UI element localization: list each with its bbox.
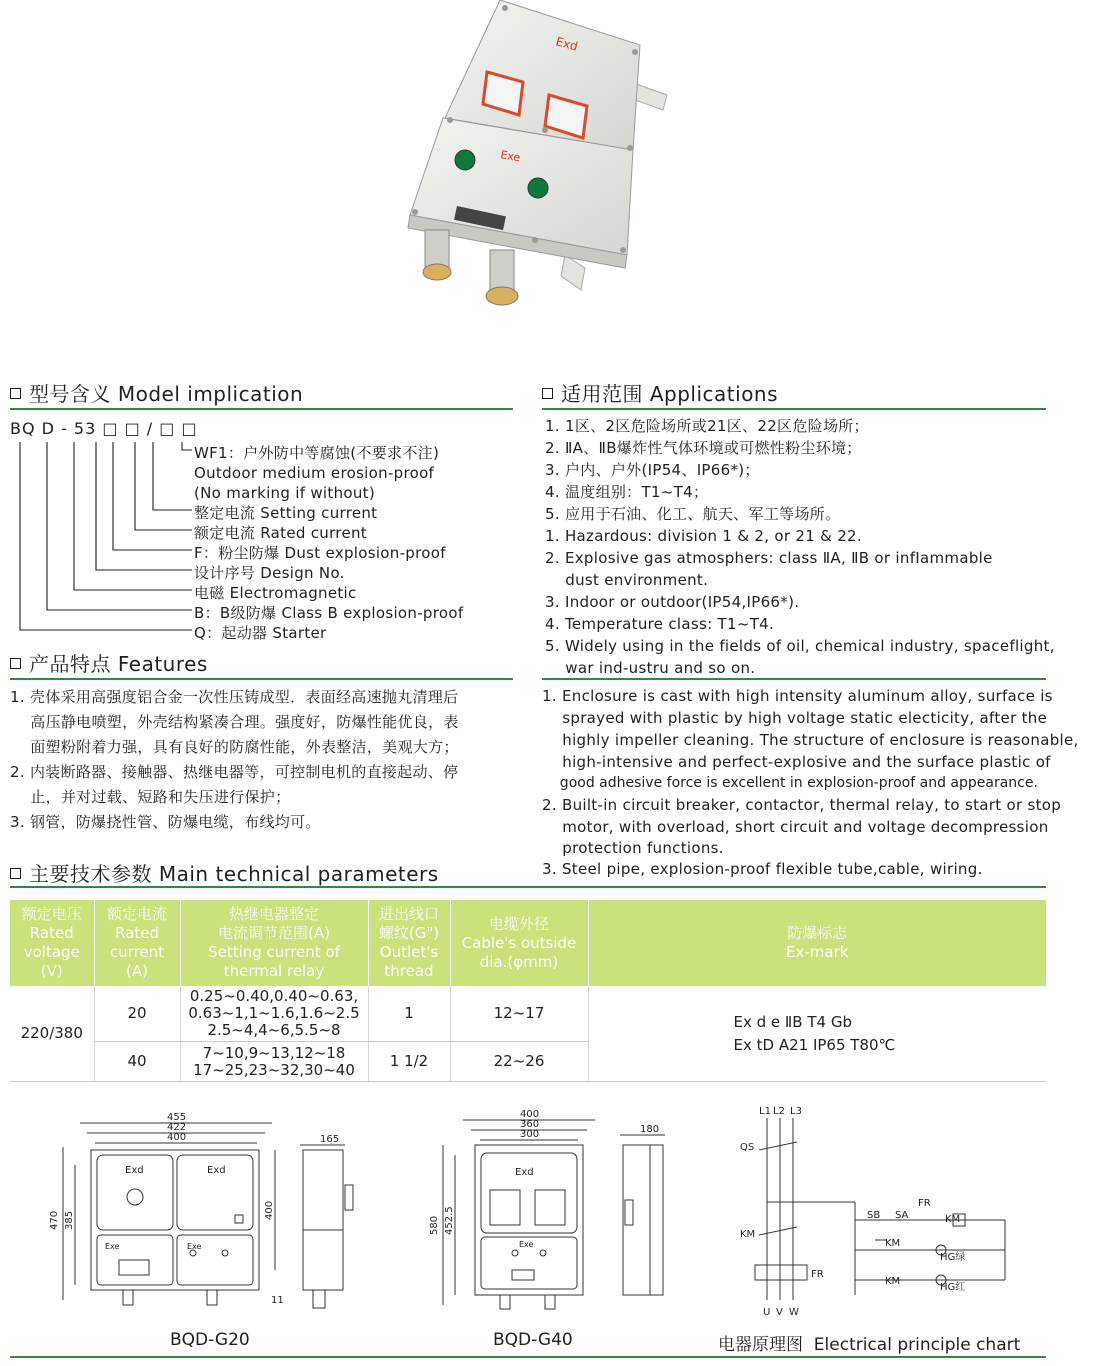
header-ex-mark: 防爆标志 Ex-mark xyxy=(588,900,1046,986)
params-section-rule xyxy=(10,886,1046,888)
dim-g40-400: 400 xyxy=(520,1109,540,1120)
dim-g40-180: 180 xyxy=(640,1124,660,1135)
application-line-2: 2. ⅡA、ⅡB爆炸性气体环境或可燃性粉尘环境； xyxy=(545,439,862,457)
cell-current: 40 xyxy=(94,1042,180,1082)
circuit-label-km3: KM xyxy=(885,1238,901,1249)
application-line-7: 2. Explosive gas atmosphers: class ⅡA, ⅡB or infIammable xyxy=(545,549,993,567)
model-line-10: Q：起动器 Starter xyxy=(194,624,327,642)
label-g40-exd: Exd xyxy=(515,1167,534,1178)
caption-bqd-g20: BQD-G20 xyxy=(170,1330,250,1350)
circuit-label-hg-red: HG红 xyxy=(940,1282,966,1293)
model-line-5: 额定电流 Rated current xyxy=(194,524,367,542)
dim-g20-455: 455 xyxy=(167,1112,187,1123)
features-section-title: 产品特点 Features xyxy=(10,648,208,677)
model-line-9: B：B级防爆 Class B explosion-proof xyxy=(194,604,464,622)
dim-g40-360: 360 xyxy=(520,1119,540,1130)
circuit-label-hg-green: HG绿 xyxy=(940,1252,966,1263)
circuit-label-km2: KM xyxy=(945,1214,961,1225)
drawing-bqd-g40 xyxy=(425,1105,685,1325)
cell-thread: 1 1/2 xyxy=(368,1042,450,1082)
cell-cable: 12~17 xyxy=(450,986,588,1042)
dim-g20-470: 470 xyxy=(49,1210,60,1230)
cell-thread: 1 xyxy=(368,986,450,1042)
dim-g20-400h: 400 xyxy=(264,1200,275,1220)
circuit-label-w: W xyxy=(789,1307,799,1318)
model-line-4: 整定电流 Setting current xyxy=(194,504,378,522)
model-bracket-lines xyxy=(10,438,195,643)
cell-voltage: 220/380 xyxy=(10,986,94,1082)
dim-g20-11: 11 xyxy=(271,1295,284,1306)
feature-cn-line-3: 面塑粉附着力强，具有良好的防腐性能，外表整洁，美观大方； xyxy=(10,738,459,756)
exd-label: Exd xyxy=(554,34,580,54)
header-setting-current: 热继电器整定 电流调节范围(A) Setting current of thermal relay xyxy=(180,900,368,986)
application-line-9: 3. Indoor or outdoor(IP54,IP66*). xyxy=(545,593,800,611)
application-line-8: dust environment. xyxy=(545,571,709,589)
header-rated-voltage: 额定电压 Rated voltage (V) xyxy=(10,900,94,986)
label-g20-exe-2: Exe xyxy=(187,1242,202,1251)
feature-cn-line-4: 2. 内装断路器、接触器、热继电器等，可控制电机的直接起动、停 xyxy=(10,763,459,781)
product-photo xyxy=(395,0,685,325)
label-g20-exe-1: Exe xyxy=(105,1242,120,1251)
feature-cn-line-5: 止，并对过载、短路和失压进行保护； xyxy=(10,788,291,806)
header-cable-diameter: 电缆外径 Cable's outside dia.(φmm) xyxy=(450,900,588,986)
circuit-label-l2: L2 xyxy=(773,1106,785,1117)
exe-label: Exe xyxy=(499,148,522,165)
model-line-7: 设计序号 Design No. xyxy=(194,564,345,582)
dim-g20-400w: 400 xyxy=(167,1132,187,1143)
feature-cn-line-2: 高压静电喷塑，外壳结构紧凑合理。强度好，防爆性能优良，表 xyxy=(10,713,459,731)
cell-current: 20 xyxy=(94,986,180,1042)
application-line-5: 5. 应用于石油、化工、航天、军工等场所。 xyxy=(545,505,841,523)
circuit-label-fr: FR xyxy=(811,1269,824,1280)
feature-en-line-8: protection functions. xyxy=(542,839,724,857)
params-table xyxy=(10,900,1046,1082)
dim-g20-422: 422 xyxy=(167,1122,187,1133)
feature-en-line-2: sprayed with plastic by high voltage static electicity, after the xyxy=(542,709,1048,727)
model-section-title: 型号含义 Model implication xyxy=(10,378,303,407)
indicator-lamp-right xyxy=(528,178,548,198)
feature-en-line-7: motor, with overload, short circuit and voltage decompression xyxy=(542,818,1049,836)
drawing-bqd-g20 xyxy=(45,1105,375,1325)
circuit-label-sa: SA xyxy=(895,1210,909,1221)
application-line-6: 1. Hazardous: division 1 & 2, or 21 & 22. xyxy=(545,527,862,545)
dim-g20-165: 165 xyxy=(320,1134,340,1145)
application-line-4: 4. 温度组别：T1~T4； xyxy=(545,483,709,501)
application-line-10: 4. Temperature class: T1~T4. xyxy=(545,615,775,633)
bottom-rule xyxy=(10,1356,1046,1358)
circuit-label-sb: SB xyxy=(867,1210,881,1221)
circuit-label-qs: QS xyxy=(740,1142,755,1153)
model-line-1: WF1：户外防中等腐蚀(不要求不注) xyxy=(194,444,440,462)
cell-cable: 22~26 xyxy=(450,1042,588,1082)
application-line-1: 1. 1区、2区危险场所或21区、22区危险场所； xyxy=(545,417,869,435)
feature-en-line-6: 2. Built-in circuit breaker, contactor, thermal relay, to start or stop xyxy=(542,796,1062,814)
features-section-rule xyxy=(10,678,513,680)
indicator-lamp-left xyxy=(455,150,475,170)
application-line-12: war ind-ustru and so on. xyxy=(545,659,756,677)
caption-circuit: 电器原理图 Electrical principle chart xyxy=(718,1335,1021,1355)
circuit-label-l3: L3 xyxy=(790,1106,802,1117)
applications-section-rule xyxy=(542,408,1046,410)
model-line-6: F：粉尘防爆 Dust explosion-proof xyxy=(194,544,446,562)
circuit-label-v: V xyxy=(776,1307,783,1318)
label-g20-exd-2: Exd xyxy=(207,1165,226,1176)
params-section-title: 主要技术参数 Main technical parameters xyxy=(10,858,439,887)
circuit-label-km: KM xyxy=(740,1229,756,1240)
dim-g20-385: 385 xyxy=(64,1210,75,1230)
model-code: BQ D - 53 □ □ / □ □ xyxy=(10,419,198,438)
features-section-rule-right xyxy=(542,678,1046,680)
model-line-8: 电磁 Electromagnetic xyxy=(194,584,357,602)
feature-en-line-4: high-intensive and perfect-explosive and the surface plastic of xyxy=(542,753,1051,771)
feature-en-line-1: 1. Enclosure is cast with high intensity aluminum alloy, surface is xyxy=(542,687,1053,705)
dim-g40-580: 580 xyxy=(429,1215,440,1235)
table-row xyxy=(10,986,1046,1042)
caption-bqd-g40: BQD-G40 xyxy=(493,1330,573,1350)
model-line-3: (No marking if without) xyxy=(194,484,375,502)
model-line-2: Outdoor medium erosion-proof xyxy=(194,464,435,482)
cable-gland-left xyxy=(423,230,451,280)
circuit-label-km4: KM xyxy=(885,1276,901,1287)
circuit-diagram xyxy=(735,1100,1035,1325)
feature-en-line-9: 3. Steel pipe, explosion-proof flexible tube,cable, wiring. xyxy=(542,860,983,878)
feature-en-line-3: highly impeller cleaning. The structure of enclosure is reasonable, xyxy=(542,731,1079,749)
cell-setting: 0.25~0.40,0.40~0.63, 0.63~1,1~1.6,1.6~2.5 2.5~4,4~6,5.5~8 xyxy=(180,986,368,1042)
circuit-label-u: U xyxy=(763,1307,771,1318)
applications-section-title: 适用范围 Applications xyxy=(542,378,778,407)
dim-g40-300: 300 xyxy=(520,1129,540,1140)
dim-g40-452: 452.5 xyxy=(444,1206,455,1235)
application-line-3: 3. 户内、户外(IP54、IP66*)； xyxy=(545,461,760,479)
header-rated-current: 额定电流 Rated current (A) xyxy=(94,900,180,986)
cable-gland-right xyxy=(486,250,518,305)
circuit-label-l1: L1 xyxy=(759,1106,771,1117)
cell-setting: 7~10,9~13,12~18 17~25,23~32,30~40 xyxy=(180,1042,368,1082)
application-line-11: 5. Widely using in the fields of oil, chemical industry, spaceflight, xyxy=(545,637,1055,655)
feature-en-line-5: good adhesive force is excellent in explosion-proof and appearance. xyxy=(542,775,1038,791)
label-g40-exe: Exe xyxy=(519,1240,534,1249)
cell-exmark: Ex d e ⅡB T4 Gb Ex tD A21 IP65 T80℃ xyxy=(588,986,1046,1082)
label-g20-exd-1: Exd xyxy=(125,1165,144,1176)
circuit-label-fr2: FR xyxy=(918,1198,931,1209)
model-section-rule xyxy=(10,408,513,410)
feature-cn-line-6: 3. 钢管，防爆挠性管、防爆电缆，布线均可。 xyxy=(10,813,321,831)
feature-cn-line-1: 1. 壳体采用高强度铝合金一次性压铸成型．表面经高速抛丸清理后 xyxy=(10,688,459,706)
header-outlet-thread: 进出线口 螺纹(G") Outlet's thread xyxy=(368,900,450,986)
